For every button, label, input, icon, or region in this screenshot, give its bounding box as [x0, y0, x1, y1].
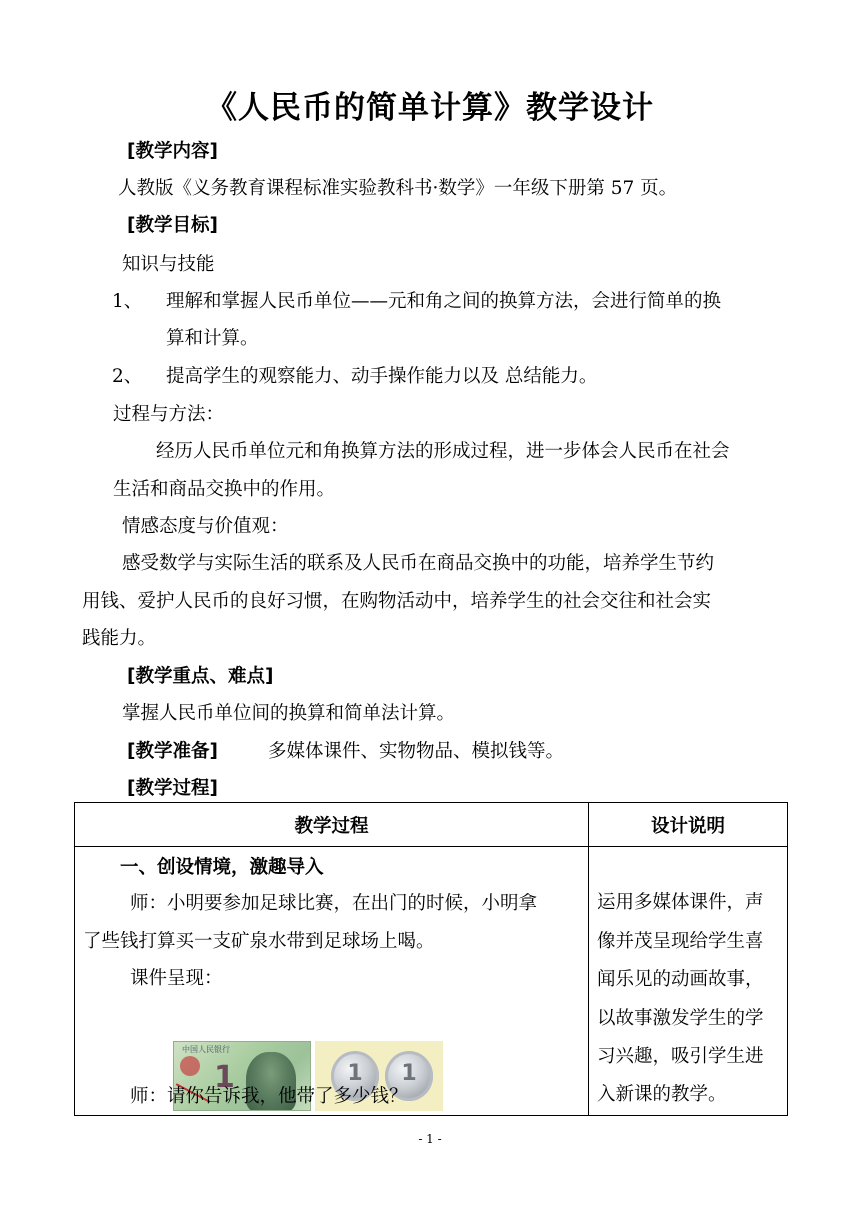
table-header-notes: 设计说明: [589, 803, 788, 847]
note-line: 像并茂呈现给学生喜: [597, 931, 764, 952]
goal-1-line-2: 算和计算。: [166, 328, 259, 349]
note-line: 入新课的教学。: [597, 1084, 727, 1105]
teaching-process-heading: [教学过程]: [127, 778, 218, 799]
preparation-text: 多媒体课件、实物物品、模拟钱等。: [268, 741, 565, 762]
question-line: 师：请你告诉我，他带了多少钱？: [130, 1086, 408, 1107]
emotion-line-3: 践能力。: [82, 628, 157, 649]
notes-cell: [589, 847, 788, 1116]
page-number: - 1 -: [418, 1132, 442, 1146]
emotion-heading: 情感态度与价值观：: [122, 516, 289, 537]
emotion-line-2: 用钱、爱护人民币的良好习惯，在购物活动中，培养学生的社会交往和社会实: [82, 591, 712, 612]
process-line-2: 生活和商品交换中的作用。: [113, 479, 336, 500]
banknote-digit: 1: [214, 1060, 235, 1095]
story-line-2: 了些钱打算买一支矿泉水带到足球场上喝。: [83, 931, 435, 952]
table-header-process: 教学过程: [75, 803, 589, 847]
goal-1-line-1: 理解和掌握人民币单位——元和角之间的换算方法，会进行简单的换: [166, 291, 722, 312]
teaching-process-table: [74, 802, 788, 1116]
story-line-1: 师：小明要参加足球比赛，在出门的时候，小明拿: [130, 893, 538, 914]
courseware-label: 课件呈现：: [130, 968, 223, 989]
note-line: 以故事激发学生的学: [597, 1008, 764, 1029]
key-points-text: 掌握人民币单位间的换算和简单法计算。: [122, 703, 456, 724]
banknote-header-text: 中国人民银行: [182, 1045, 230, 1054]
process-method-heading: 过程与方法：: [113, 404, 225, 425]
goal-1-number: 1、: [112, 291, 143, 312]
document-title: 《人民币的简单计算》教学设计: [206, 90, 654, 126]
process-cell: [75, 847, 589, 1116]
note-line: 运用多媒体课件，声: [597, 892, 764, 913]
section-title: 一、创设情境，激趣导入: [120, 857, 324, 878]
teaching-content-heading: [教学内容]: [127, 141, 218, 162]
knowledge-skills-heading: 知识与技能: [122, 254, 215, 275]
emotion-line-1: 感受数学与实际生活的联系及人民币在商品交换中的功能，培养学生节约: [122, 553, 715, 574]
preparation-heading: [教学准备]: [127, 741, 218, 762]
teaching-content-text: 人教版《义务教育课程标准实验教科书·数学》一年级下册第 57 页。: [118, 178, 678, 199]
emblem-icon: [180, 1056, 200, 1076]
note-line: 闻乐见的动画故事，: [597, 969, 764, 990]
key-points-heading: [教学重点、难点]: [127, 666, 274, 687]
process-line-1: 经历人民币单位元和角换算方法的形成过程，进一步体会人民币在社会: [156, 441, 730, 462]
teaching-goals-heading: [教学目标]: [127, 215, 218, 236]
goal-2-number: 2、: [112, 366, 143, 387]
coin-icon: 1: [331, 1051, 379, 1101]
coin-icon: 1: [385, 1051, 433, 1101]
goal-2-line-1: 提高学生的观察能力、动手操作能力以及 总结能力。: [166, 366, 598, 387]
note-line: 习兴趣，吸引学生进: [597, 1046, 764, 1067]
